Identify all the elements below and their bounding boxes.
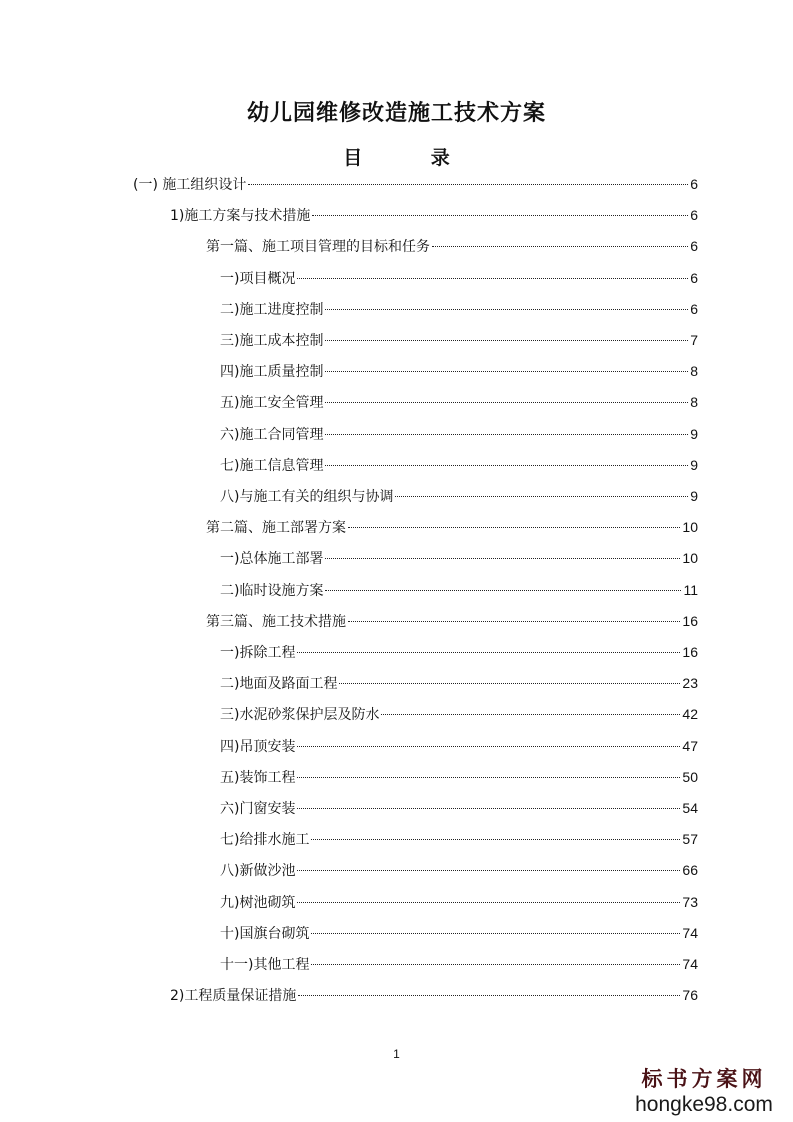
toc-entry-label: 九)树池砌筑 (220, 894, 296, 911)
toc-entry[interactable] (220, 330, 698, 350)
toc-entry-page: 74 (682, 924, 698, 941)
toc-entry[interactable] (220, 580, 698, 600)
toc-entry-label: 十一)其他工程 (220, 957, 310, 973)
toc-entry[interactable] (220, 642, 698, 662)
toc-entry-page: 42 (682, 706, 698, 723)
toc-dot-leader (325, 401, 688, 403)
toc-entry-label: 五)施工安全管理 (220, 395, 324, 412)
toc-entry-page: 10 (682, 550, 698, 567)
toc-heading-text: 目 录 (343, 147, 472, 169)
toc-entry[interactable] (206, 236, 698, 256)
toc-entry-page: 47 (682, 737, 698, 754)
toc-entry-page: 9 (690, 456, 698, 473)
toc-entry-label: 十)国旗台砌筑 (220, 925, 310, 942)
toc-entry-page: 66 (682, 862, 698, 879)
toc-entry-page: 57 (682, 831, 698, 848)
toc-dot-leader (325, 464, 688, 466)
toc-entry-label: 四)吊顶安装 (220, 738, 296, 755)
toc-entry-page: 73 (682, 893, 698, 910)
toc-dot-leader (348, 526, 680, 528)
toc-entry[interactable] (220, 548, 698, 568)
toc-entry-label: 第三篇、施工技术措施 (206, 613, 346, 630)
toc-dot-leader (297, 277, 688, 279)
toc-entry-label: 八)新做沙池 (220, 863, 296, 880)
toc-entry-label: 第一篇、施工项目管理的目标和任务 (206, 239, 430, 256)
toc-entry[interactable] (220, 486, 698, 506)
toc-entry-label: 一)总体施工部署 (220, 551, 324, 568)
toc-dot-leader (325, 339, 688, 341)
toc-entry[interactable] (170, 985, 698, 1005)
toc-entry[interactable] (220, 860, 698, 880)
toc-dot-leader (297, 807, 680, 809)
toc-dot-leader (381, 713, 680, 715)
toc-entry-label: 八)与施工有关的组织与协调 (220, 489, 394, 505)
toc-entry[interactable] (133, 174, 698, 194)
toc-dot-leader (325, 370, 688, 372)
toc-entry[interactable] (220, 829, 698, 849)
toc-entry[interactable] (206, 517, 698, 537)
toc-entry[interactable] (220, 361, 698, 381)
toc-dot-leader (325, 433, 688, 435)
watermark-logo (629, 1066, 779, 1118)
toc-entry-label: 三)施工成本控制 (220, 333, 324, 349)
toc-entry-page: 11 (683, 581, 698, 598)
toc-entry-page: 54 (682, 800, 698, 816)
toc-entry-label: 七)给排水施工 (220, 832, 310, 849)
toc-entry-page: 8 (690, 394, 698, 411)
toc-dot-leader (325, 557, 680, 559)
toc-entry[interactable] (220, 392, 698, 412)
toc-dot-leader (432, 245, 688, 247)
watermark-site-name: 标书方案网 (641, 1066, 767, 1091)
toc-entry[interactable] (220, 767, 698, 787)
toc-dot-leader (248, 183, 688, 185)
toc-entry-page: 6 (690, 176, 698, 192)
toc-entry-page: 74 (682, 956, 698, 972)
toc-entry-page: 9 (690, 425, 698, 442)
toc-dot-leader (297, 869, 680, 871)
toc-entry-label: 五)装饰工程 (220, 769, 296, 786)
toc-entry-label: 1)施工方案与技术措施 (170, 208, 311, 225)
toc-entry[interactable] (220, 923, 698, 943)
toc-dot-leader (297, 651, 680, 653)
toc-entry-page: 23 (682, 675, 698, 692)
toc-entry[interactable] (220, 954, 698, 974)
document-title: 幼儿园维修改造施工技术方案 (246, 101, 546, 126)
toc-dot-leader (297, 745, 680, 747)
toc-entry-label: 第二篇、施工部署方案 (206, 520, 346, 537)
toc-dot-leader (312, 214, 688, 216)
toc-entry-page: 16 (682, 644, 698, 660)
toc-entry[interactable] (220, 704, 698, 724)
toc-entry-page: 50 (682, 768, 698, 785)
toc-entry-label: 三)水泥砂浆保护层及防水 (220, 707, 380, 724)
toc-entry[interactable] (206, 611, 698, 631)
toc-entry-page: 8 (690, 363, 698, 380)
toc-dot-leader (311, 932, 680, 934)
toc-entry[interactable] (220, 299, 698, 319)
toc-entry-page: 9 (690, 488, 698, 504)
toc-dot-leader (311, 963, 680, 965)
toc-dot-leader (297, 901, 680, 903)
toc-entry[interactable] (220, 673, 698, 693)
toc-entry-page: 76 (682, 987, 698, 1004)
toc-entry[interactable] (220, 798, 698, 818)
toc-dot-leader (325, 589, 681, 591)
toc-entry-label: 2)工程质量保证措施 (170, 988, 297, 1005)
toc-dot-leader (395, 495, 688, 497)
toc-entry-page: 6 (690, 238, 698, 255)
toc-entry[interactable] (220, 424, 698, 444)
page-number: 1 (393, 1047, 400, 1061)
toc-entry[interactable] (220, 736, 698, 756)
toc-entry-page: 6 (690, 207, 698, 224)
toc-entry-page: 16 (682, 612, 698, 629)
toc-entry-page: 6 (690, 300, 698, 317)
toc-entry-label: 四)施工质量控制 (220, 364, 324, 381)
toc-entry[interactable] (170, 205, 698, 225)
toc-dot-leader (311, 838, 680, 840)
toc-entry-label: (一) 施工组织设计 (133, 177, 247, 193)
toc-dot-leader (298, 994, 680, 996)
toc-dot-leader (325, 308, 688, 310)
toc-dot-leader (348, 620, 680, 622)
toc-entry-page: 7 (690, 332, 698, 348)
toc-entry-label: 七)施工信息管理 (220, 457, 324, 474)
toc-entry-label: 一)拆除工程 (220, 645, 296, 661)
toc-entry-label: 一)项目概况 (220, 270, 296, 287)
toc-entry-label: 二)临时设施方案 (220, 582, 324, 599)
toc-entry[interactable] (220, 892, 698, 912)
toc-entry-label: 二)地面及路面工程 (220, 676, 338, 693)
toc-entry[interactable] (220, 268, 698, 288)
toc-entry[interactable] (220, 455, 698, 475)
toc-heading (0, 143, 793, 170)
toc-entry-page: 6 (690, 269, 698, 286)
toc-dot-leader (297, 776, 680, 778)
toc-entry-label: 六)施工合同管理 (220, 426, 324, 443)
toc-entry-label: 六)门窗安装 (220, 801, 296, 817)
toc-entry-page: 10 (682, 519, 698, 536)
watermark-url: hongke98.com (635, 1093, 773, 1116)
toc-entry-label: 二)施工进度控制 (220, 301, 324, 318)
toc-dot-leader (339, 682, 680, 684)
